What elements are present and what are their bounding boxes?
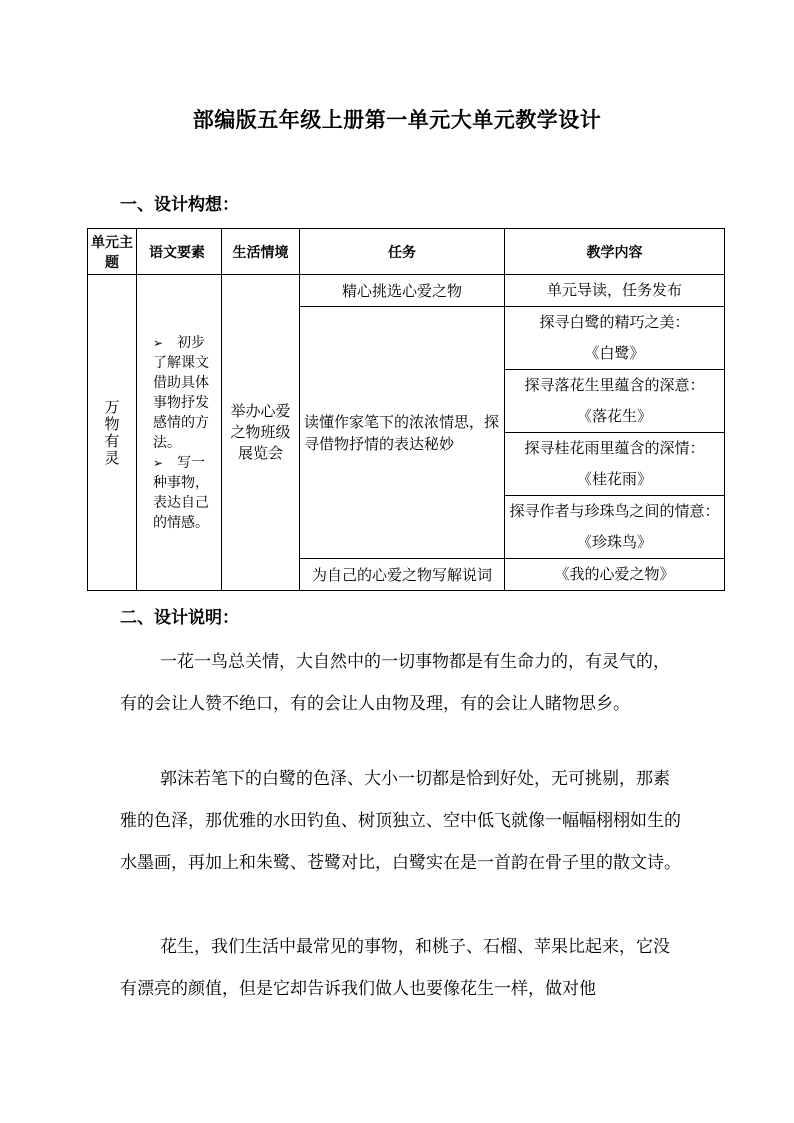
table-header-row [88,229,725,275]
element-item-1: 初步了解课文借助具体事物抒发感情的方法。 [153,334,209,451]
section-heading-design-notes: 二、设计说明： [120,608,239,628]
header-task: 任务 [300,229,505,275]
unit-theme-cell [88,275,137,591]
task-2-cell: 读懂作家笔下的浓浓情思，探寻借物抒情的表达秘妙 [300,307,505,559]
header-teaching-content: 教学内容 [505,229,725,275]
content-4-line-2: 《珍珠鸟》 [576,533,652,551]
content-3-line-1: 探寻桂花雨里蕴含的深情： [524,439,705,457]
content-2-line-1: 探寻落花生里蕴含的深意： [524,376,705,394]
paragraph-3 [120,926,685,1010]
content-5-cell: 《我的心爱之物》 [505,559,725,591]
bullet-arrow-icon: ➢ [153,455,164,470]
task-1-cell: 精心挑选心爱之物 [300,275,505,307]
document-title: 部编版五年级上册第一单元大单元教学设计 [192,107,602,132]
header-life-situation: 生活情境 [222,229,300,275]
content-2-line-2: 《落花生》 [576,407,652,425]
unit-theme-text: 万物有灵 [104,397,120,467]
element-item-2: 写一种事物，表达自己的情感。 [153,454,209,531]
content-4-line-1: 探寻作者与珍珠鸟之间的情意： [509,502,720,520]
bullet-arrow-icon: ➢ [153,335,164,350]
section-heading-design-concept: 一、设计构想： [120,195,239,215]
header-language-elements: 语文要素 [137,229,222,275]
content-1-line-2: 《白鹭》 [584,344,645,362]
content-1-cell [505,307,725,370]
task-3-cell: 为自己的心爱之物写解说词 [300,559,505,591]
content-0-cell: 单元导读，任务发布 [505,275,725,307]
paragraph-1 [120,641,685,725]
unit-design-table [87,228,725,591]
table-row [88,275,725,307]
paragraph-2-text: 郭沫若笔下的白鹭的色泽、大小一切都是恰到好处，无可挑剔，那素雅的色泽，那优雅的水田钓鱼、树顶独立、空中低飞就像一幅幅栩栩如生的水墨画，再加上和朱鹭、苍鹭对比，白鹭实在是一首韵在骨子里的散文诗。 [120,769,681,873]
paragraph-2 [120,758,685,884]
content-4-cell [505,496,725,559]
content-3-line-2: 《桂花雨》 [576,470,652,488]
content-3-cell [505,433,725,496]
content-1-line-1: 探寻白鹭的精巧之美： [539,313,690,331]
life-situation-cell: 举办心爱之物班级展览会 [222,275,300,591]
paragraph-3-text: 花生，我们生活中最常见的事物，和桃子、石榴、苹果比起来，它没有漂亮的颜值，但是它却告诉我们做人也要像花生一样，做对他 [120,937,670,999]
header-unit-theme: 单元主题 [88,229,137,275]
content-2-cell [505,370,725,433]
language-elements-cell [137,275,222,591]
paragraph-1-text: 一花一鸟总关情，大自然中的一切事物都是有生命力的，有灵气的，有的会让人赞不绝口，有的会让人由物及理，有的会让人睹物思乡。 [120,652,670,714]
